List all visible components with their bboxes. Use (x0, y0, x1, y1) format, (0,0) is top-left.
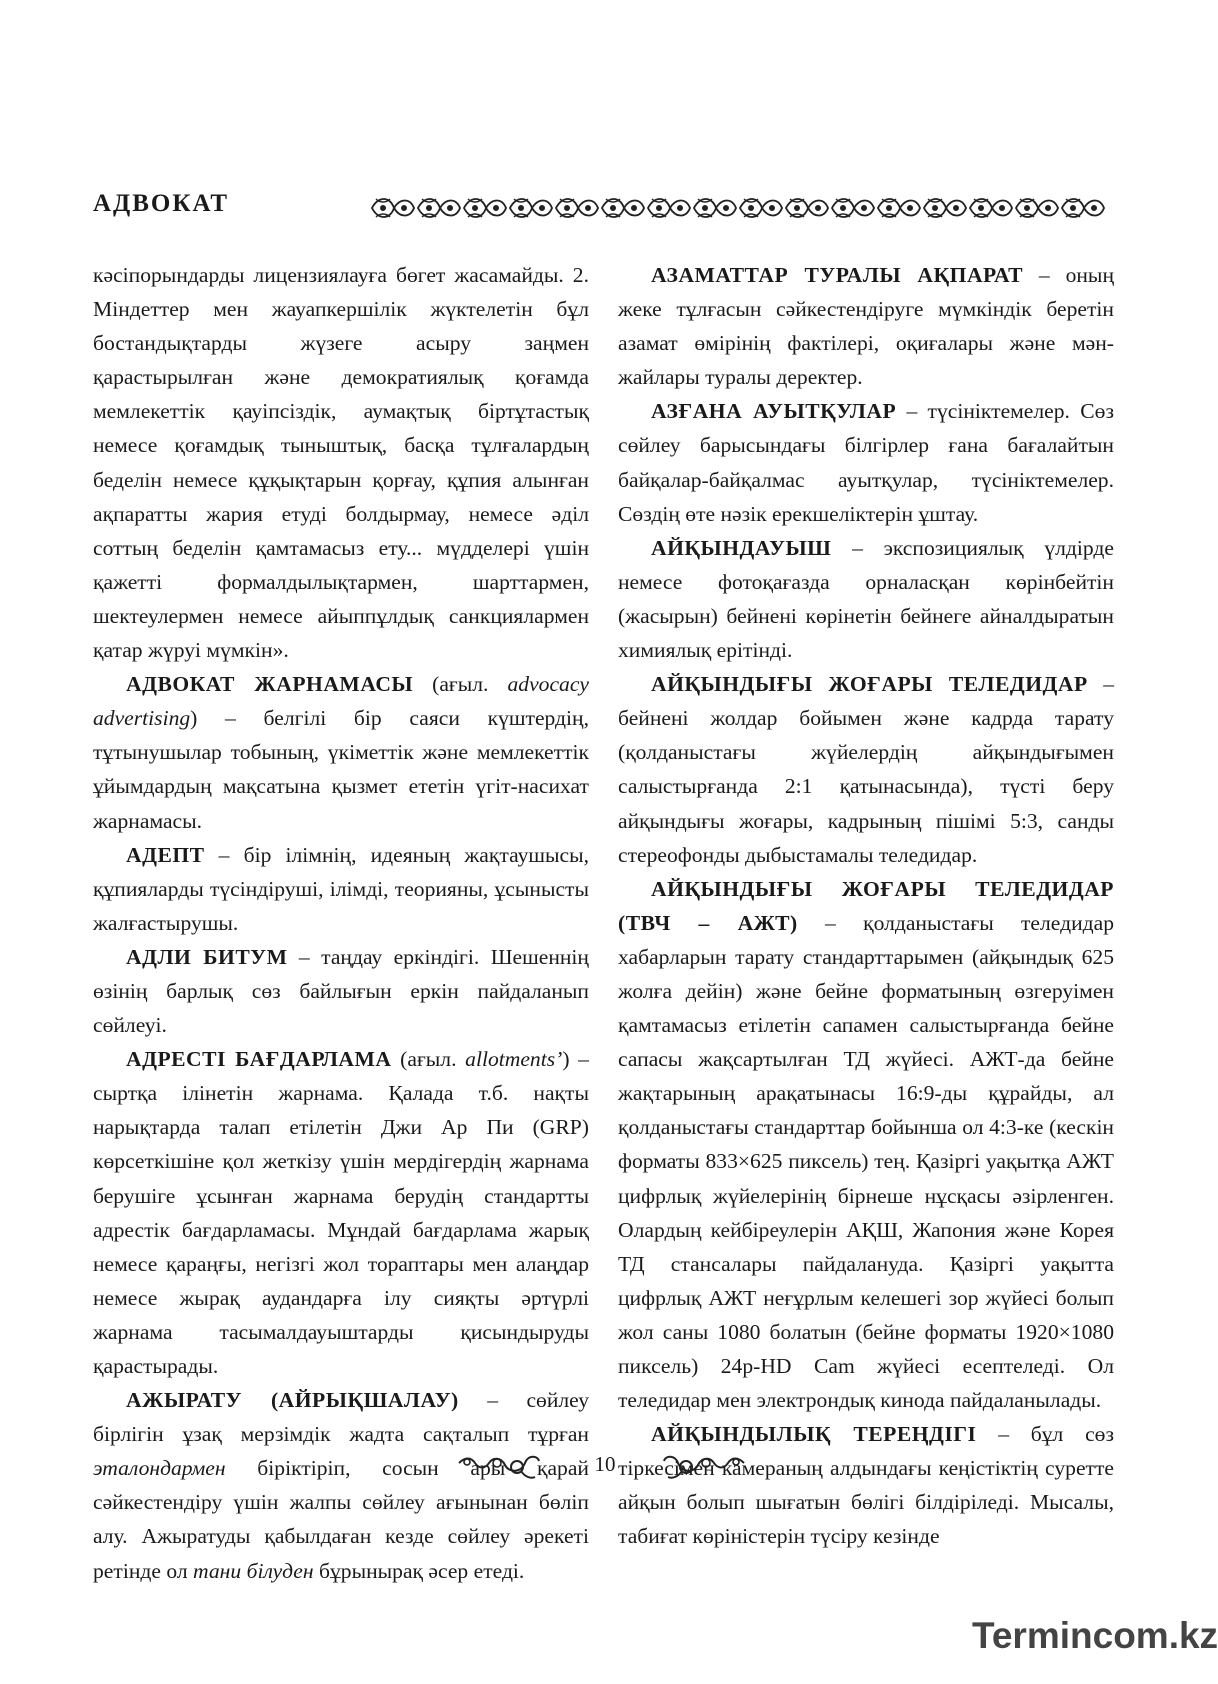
footer-ornament-left-icon (455, 1447, 543, 1483)
entry-term: АЙҚЫНДЫҒЫ ЖОҒАРЫ ТЕЛЕДИДАР (651, 672, 1088, 697)
entry-text: – бір ілімнің, идеяның жақтаушысы, құпияларды түсіндіруші, ілімді, теорияны, ұсынысты жалғастырушы. (93, 842, 589, 935)
entry-text: (ағыл. (413, 672, 508, 697)
entry-text: – бұл сөз тіркесімен камераның алдындағы кеңістіктің суретте айқын болып шығатын бөлігі білдіріледі. Мысалы, табиғат көріністерін түсіру кезінде (618, 1422, 1114, 1549)
entry-text: бұрынырақ әсер етеді. (313, 1558, 525, 1583)
entry-paragraph (618, 531, 1114, 667)
entry-term: АЖЫРАТУ (АЙРЫҚШАЛАУ) (126, 1388, 459, 1413)
italic-text: allotments’ (465, 1047, 563, 1072)
entry-paragraph (618, 258, 1114, 394)
entry-term: АЗАМАТТАР ТУРАЛЫ АҚПАРАТ (651, 263, 1024, 287)
entry-text: – таңдау еркіндігі. Шешеннің өзінің барлық сөз байлығын еркін пайдаланып сөйлеуі. (93, 944, 589, 1038)
entry-paragraph (93, 667, 589, 837)
entry-paragraph (93, 258, 589, 667)
page-number: 10 (594, 1452, 616, 1476)
entry-term: АЗҒАНА АУЫТҚУЛАР (651, 399, 897, 424)
entry-term: АДВОКАТ ЖАРНАМАСЫ (126, 672, 414, 697)
entry-term: АЙҚЫНДЫЛЫҚ ТЕРЕҢДІГІ (651, 1422, 977, 1447)
running-header-title: АДВОКАТ (93, 190, 230, 217)
entry-term: АДЕПТ (126, 842, 205, 867)
italic-text: эталондармен (93, 1456, 226, 1481)
entry-text: (ағыл. (391, 1047, 466, 1072)
entry-text: – оның жеке тұлғасын сәйкестендіруге мүмкіндік беретін азамат өмірінің фактілері, оқиғалары және мән-жайлары туралы деректер. (618, 263, 1114, 390)
entry-term: АЙҚЫНДЫҒЫ ЖОҒАРЫ ТЕЛЕДИДАР (ТВЧ – АЖТ) (618, 876, 1114, 935)
entry-text: кәсіпорындарды лицензиялауға бөгет жасамайды. 2. Міндеттер мен жауапкершілік жүктелетін бұл бостандықтарды жүзеге асыру заңмен қарастырылған және демократиялық қоғамда мемлекеттік қауіпсіздік, аумақтық біртұтастық немесе қоғамдық тыныштық, басқа тұлғалардың беделін немесе құқықтарын қорғау, құпия алынған ақпаратты жария етуді болдырмау, немесе әділ соттың беделін қамтамасыз ету... мүдделері үшін қажетті формалдылықтармен, шарттармен, шектеулермен немесе айыппұлдық санкциялармен қатар жүруі мүмкін». (93, 263, 589, 663)
entry-paragraph (93, 838, 589, 940)
entry-text: ) – белгілі бір саяси күштердің, тұтынушылар тобының, үкіметтік және мемлекеттік ұйымдардың мақсатына қызмет ететін үгіт-насихат жарнамасы. (93, 706, 589, 833)
entry-paragraph (618, 394, 1114, 530)
entry-paragraph (93, 1383, 589, 1588)
left-text-column (93, 258, 589, 1588)
entry-paragraph (93, 940, 589, 1042)
italic-text: advocacy advertising (93, 672, 589, 731)
entry-text: біріктіріп, сосын ары қарай сәйкестендіру үшін жалпы сөйлеу ағынынан бөліп алу. Ажыратуды қабылдаған кезде сөйлеу әрекеті ретінде ол (93, 1456, 589, 1583)
footer-ornament-right-icon (660, 1447, 748, 1483)
entry-paragraph (618, 667, 1114, 872)
entry-paragraph (93, 1042, 589, 1383)
entry-text: – қолданыстағы теледидар хабарларын тарату стандарттарымен (айқындық 625 жолға дейін) және бейне форматының өзгеруімен қамтамасыз етілетін сапамен салыстырғанда бейне сапасы жақсартылған ТД жүйесі. АЖТ-да бейне жақтарының арақатынасы 16:9-ды құрайды, ал қолданыстағы стандарттар бойынша ол 4:3-ке (кескін форматы 833×625 пиксель) тең. Қазіргі уақытқа АЖТ цифрлық жүйелерінің бірнеше нұсқасы әзірленген. Олардың кейбіреулерін АҚШ, Жапония және Корея ТД стансалары пайдалануда. Қазіргі уақытта цифрлық АЖТ неғұрлым келешегі зор жүйесі болып жол саны 1080 болатын (бейне форматы 1920×1080 пиксель) 24p-HD Cam жүйесі есептеледі. Ол теледидар мен электрондық кинода пайдаланылады. (618, 910, 1114, 1413)
entry-term: АДРЕСТІ БАҒДАРЛАМА (126, 1047, 392, 1072)
entry-paragraph (618, 872, 1114, 1418)
entry-text: – бейнені жолдар бойымен және кадрда тарату (қолданыстағы жүйелердің айқындығымен салыстырғанда 2:1 қатынасында), түсті беру айқындығы жоғары, кадрының пішімі 5:3, санды стереофонды дыбыстамалы теледидар. (618, 672, 1114, 867)
site-watermark: Termincom.kz (972, 1615, 1218, 1656)
entry-text: – сөйлеу бірлігін ұзақ мерзімдік жадта сақталып тұрған (93, 1388, 590, 1447)
italic-text: тани білуден (193, 1558, 314, 1583)
entry-text: – түсініктемелер. Сөз сөйлеу барысындағы білгірлер ғана бағалайтын байқалар-байқалмас ауытқулар, түсініктемелер. Сөздің өте нәзік ерекшеліктерін ұштау. (618, 399, 1114, 526)
header-ornament-icon (370, 193, 1112, 223)
entry-text: – экспозициялық үлдірде немесе фотоқағазда орналасқан көрінбейтін (жасырын) бейнені көрінетін бейнеге айналдыратын химиялық ерітінді. (618, 535, 1114, 663)
entry-text: ) – сыртқа ілінетін жарнама. Қалада т.б. нақты нарықтарда талап етілетін Джи Ар Пи (GRP) көрсеткішіне қол жеткізу үшін мердігердің жарнама берушіге ұсынған жарнама берудің стандартты адрестік бағдарламасы. Мұндай бағдарлама жарық немесе қараңғы, негізгі жол тораптары мен алаңдар немесе жырақ аудандарға ілу сияқты әртүрлі жарнама тасымалдауыштарды қисындыруды қарастырады. (93, 1047, 589, 1378)
entry-term: АЙҚЫНДАУЫШ (651, 535, 832, 560)
entry-paragraph (618, 1417, 1114, 1553)
entry-term: АДЛИ БИТУМ (126, 944, 288, 969)
right-text-column (618, 258, 1114, 1554)
